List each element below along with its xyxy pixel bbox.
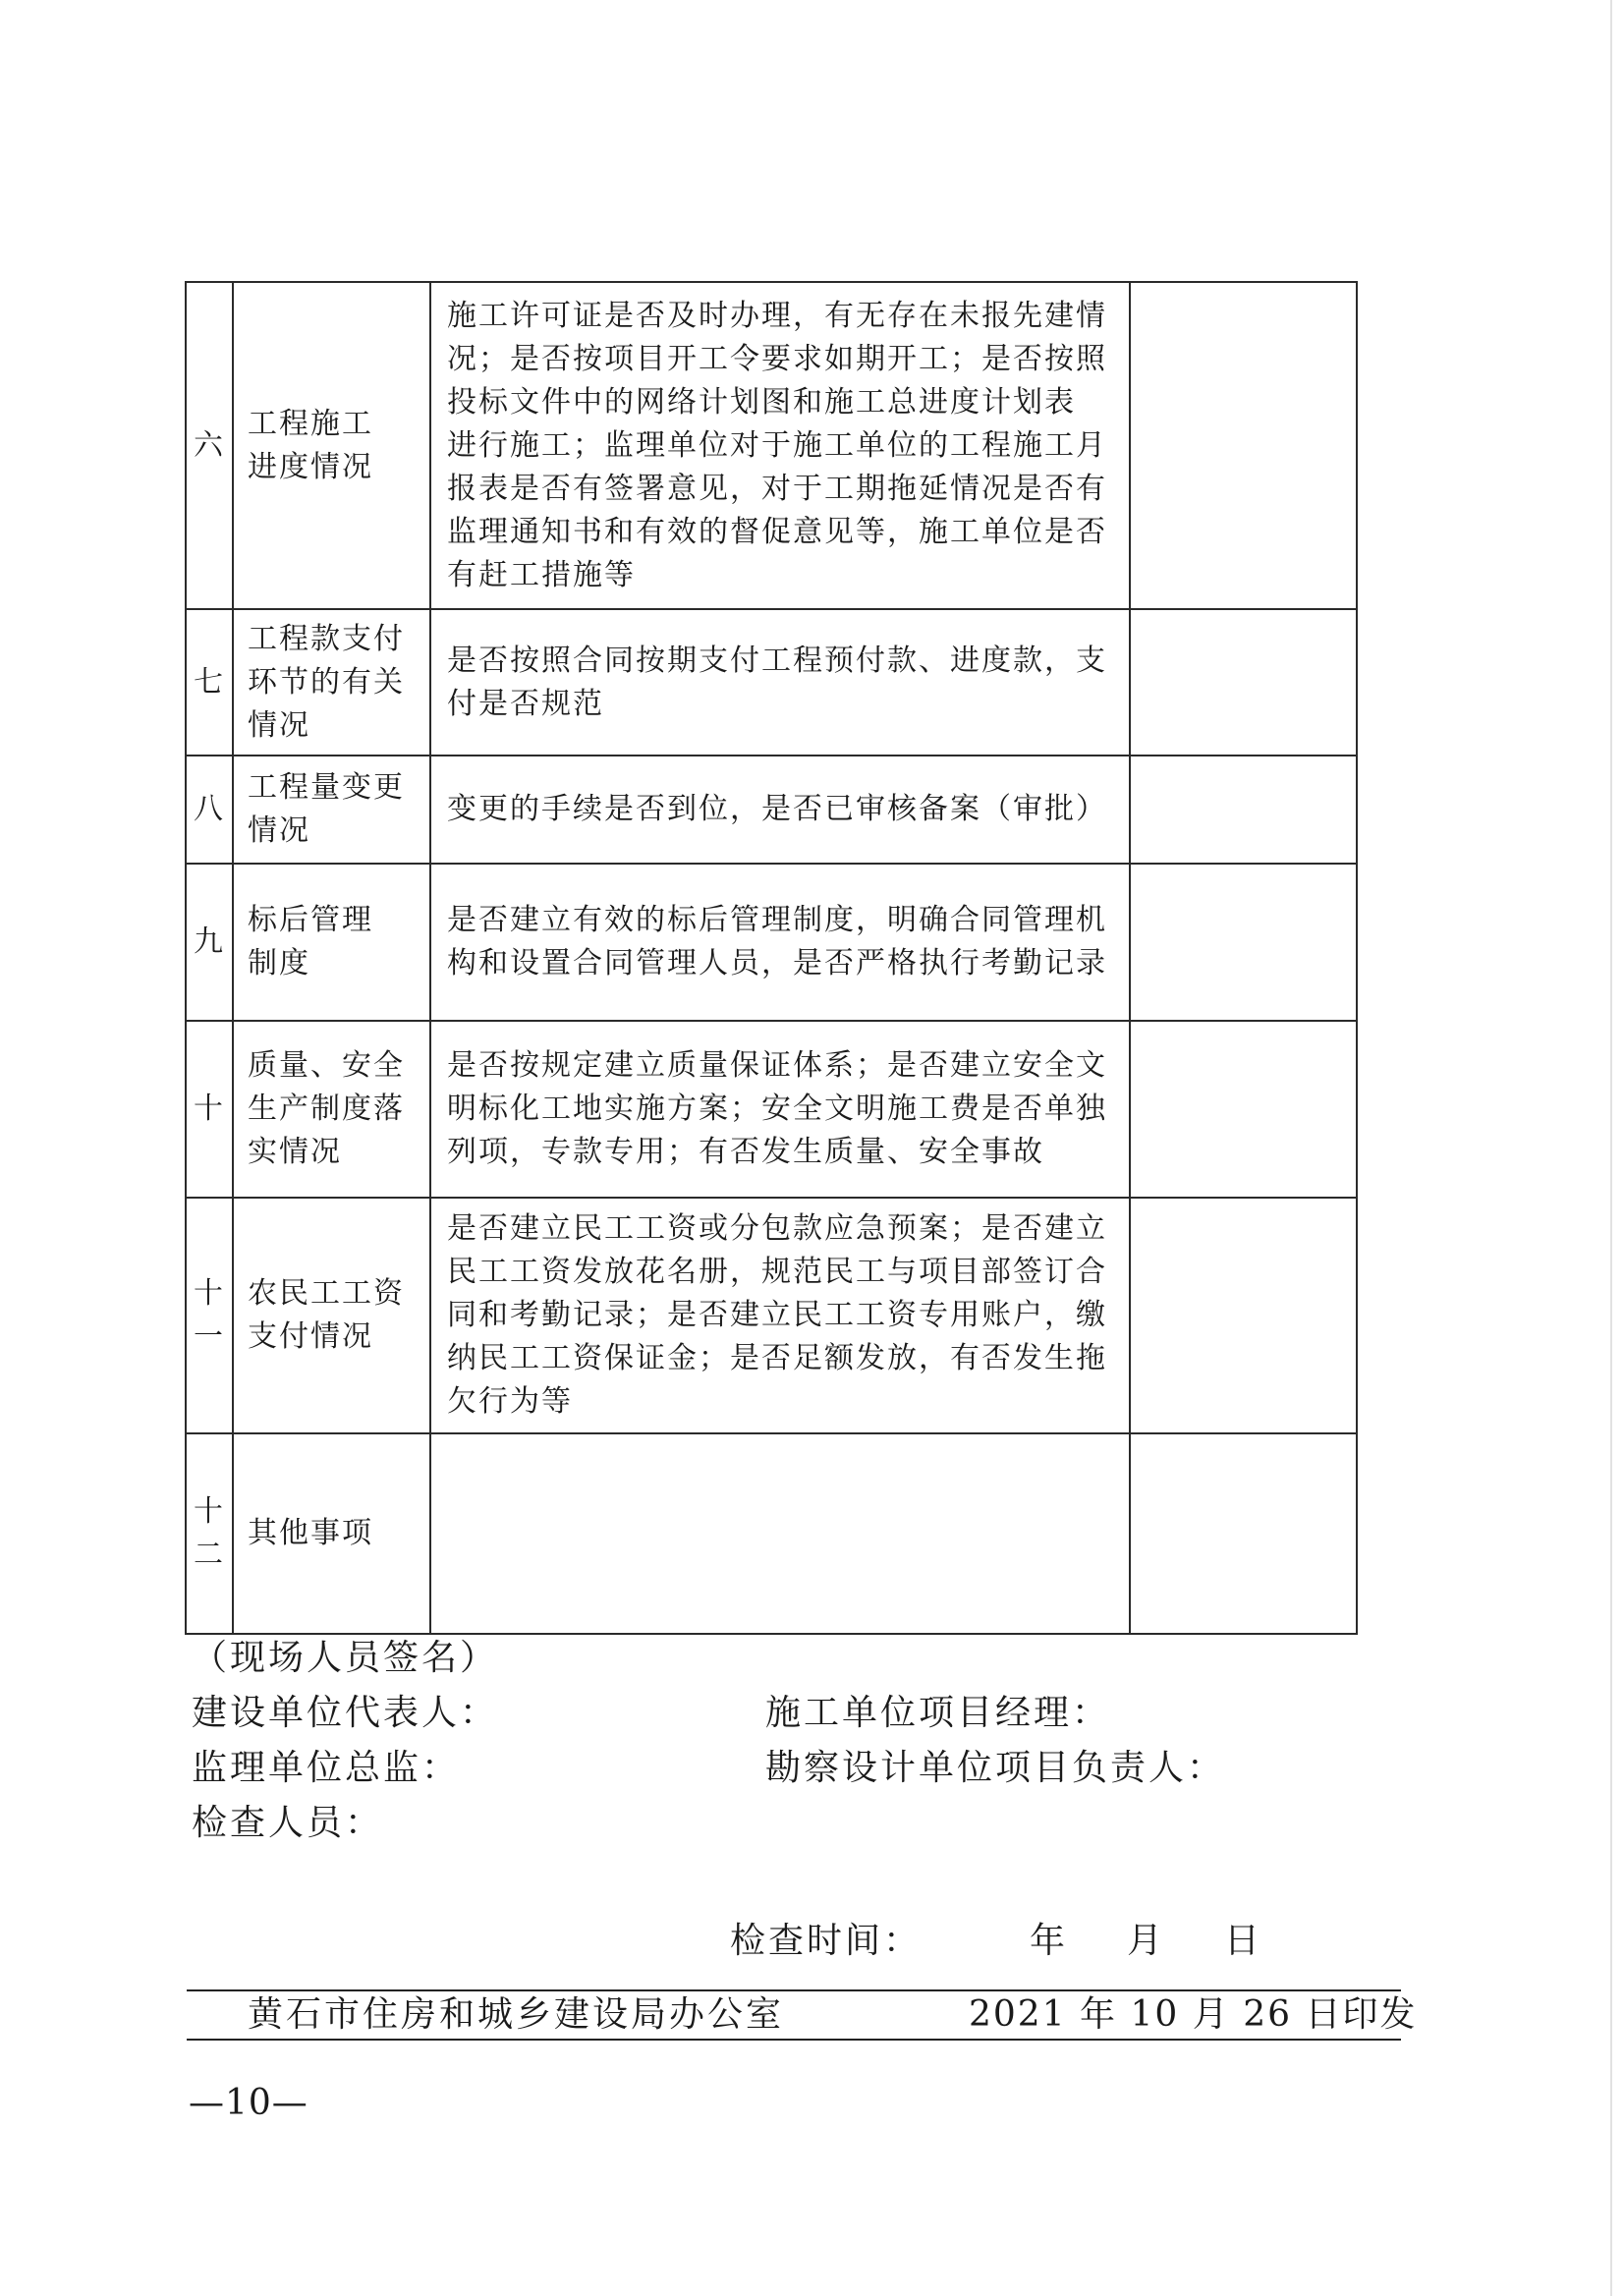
table-row <box>186 1433 1357 1634</box>
page-edge-line <box>1610 0 1612 2296</box>
row-item: 工程款支付 环节的有关 情况 <box>233 609 430 756</box>
row-result-cell <box>1130 864 1357 1021</box>
row-result-cell <box>1130 1021 1357 1198</box>
signature-line <box>192 1741 1272 1796</box>
row-result-cell <box>1130 609 1357 756</box>
row-item: 标后管理 制度 <box>233 864 430 1021</box>
row-item: 农民工工资 支付情况 <box>233 1198 430 1433</box>
row-content <box>430 1433 1130 1634</box>
check-time-day: 日 <box>1224 1921 1263 1961</box>
table-row <box>186 609 1357 756</box>
issue-date: 2021 年 10 月 26 日印发 <box>969 1994 1418 2035</box>
row-number: 十 二 <box>186 1433 233 1634</box>
row-result-cell <box>1130 282 1357 609</box>
row-item: 工程施工 进度情况 <box>233 282 430 609</box>
issuer-rule-top <box>187 1989 1401 1991</box>
check-time-label: 检查时间： <box>730 1921 923 1961</box>
check-time-month: 月 <box>1127 1921 1166 1961</box>
construction-unit-rep-label: 建设单位代表人： <box>192 1693 499 1733</box>
signature-title-line <box>192 1631 1272 1686</box>
contractor-pm-label: 施工单位项目经理： <box>765 1693 1111 1733</box>
row-content: 是否建立民工工资或分包款应急预案；是否建立 民工工资发放花名册，规范民工与项目部签订合 同和考勤记录；是否建立民工工资专用账户，缴 纳民工工资保证金；是否足额发放，有否发生拖 欠行为等 <box>430 1198 1130 1433</box>
table-row <box>186 756 1357 864</box>
row-number: 六 <box>186 282 233 609</box>
signature-line <box>192 1686 1272 1741</box>
row-number: 八 <box>186 756 233 864</box>
row-number: 九 <box>186 864 233 1021</box>
inspectors-label: 检查人员： <box>192 1803 384 1843</box>
row-result-cell <box>1130 1198 1357 1433</box>
signature-block <box>192 1631 1272 1851</box>
table-row <box>186 864 1357 1021</box>
issuer-office: 黄石市住房和城乡建设局办公室 <box>248 1994 785 2035</box>
row-content: 是否按规定建立质量保证体系；是否建立安全文 明标化工地实施方案；安全文明施工费是否单独 列项，专款专用；有否发生质量、安全事故 <box>430 1021 1130 1198</box>
survey-design-lead-label: 勘察设计单位项目负责人： <box>765 1748 1226 1788</box>
row-content: 是否按照合同按期支付工程预付款、进度款，支 付是否规范 <box>430 609 1130 756</box>
row-item: 质量、安全 生产制度落 实情况 <box>233 1021 430 1198</box>
row-result-cell <box>1130 1433 1357 1634</box>
row-result-cell <box>1130 756 1357 864</box>
check-time-line <box>730 1913 1262 1963</box>
row-content: 施工许可证是否及时办理，有无存在未报先建情 况；是否按项目开工令要求如期开工；是否按照 投标文件中的网络计划图和施工总进度计划表 进行施工；监理单位对于施工单位的工程施工月 报表是否有签署意见，对于工期拖延情况是否有 监理通知书和有效的督促意见等，施工单位是否 有赶工措施等 <box>430 282 1130 609</box>
inspection-table <box>185 281 1358 1635</box>
row-number: 十 <box>186 1021 233 1198</box>
row-item: 其他事项 <box>233 1433 430 1634</box>
row-content: 是否建立有效的标后管理制度，明确合同管理机 构和设置合同管理人员，是否严格执行考勤记录 <box>430 864 1130 1021</box>
signature-title: （现场人员签名） <box>192 1638 499 1678</box>
check-time-year: 年 <box>1030 1921 1069 1961</box>
row-number: 七 <box>186 609 233 756</box>
signature-line <box>192 1796 1272 1851</box>
table-row <box>186 282 1357 609</box>
page-number: —10— <box>189 2083 308 2123</box>
table-row <box>186 1021 1357 1198</box>
supervision-chief-label: 监理单位总监： <box>192 1748 461 1788</box>
row-item: 工程量变更 情况 <box>233 756 430 864</box>
table-row <box>186 1198 1357 1433</box>
issuer-rule-bottom <box>187 2039 1401 2041</box>
row-content: 变更的手续是否到位，是否已审核备案（审批） <box>430 756 1130 864</box>
row-number: 十 一 <box>186 1198 233 1433</box>
